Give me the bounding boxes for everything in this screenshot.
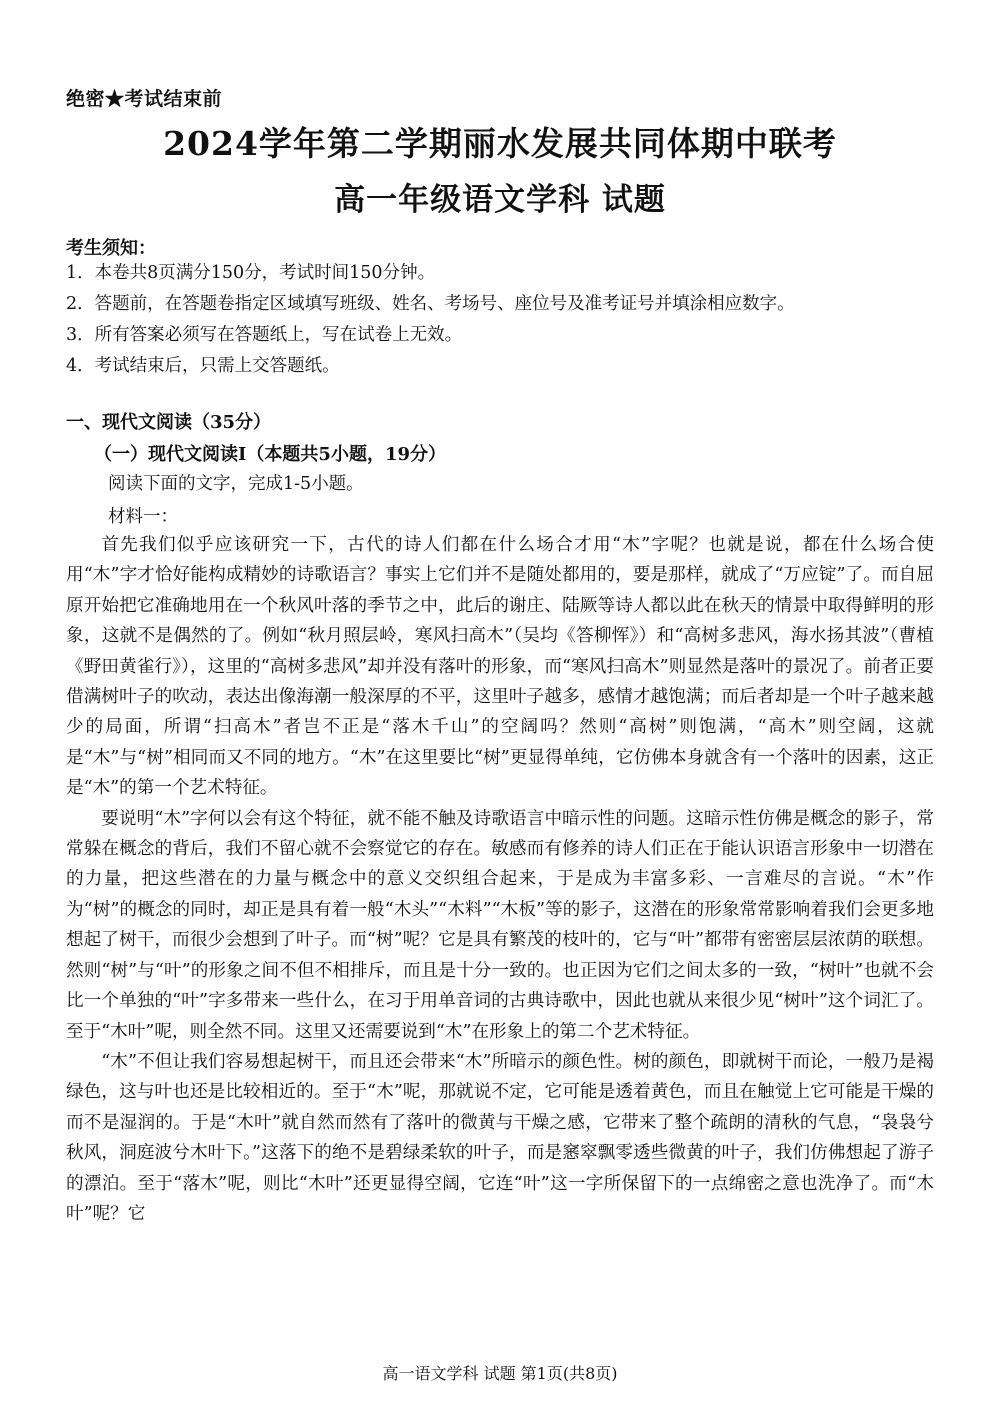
confidential-mark: 绝密★考试结束前 [66,88,223,110]
notice-list [66,258,946,382]
section-heading: 一、现代文阅读（35分） [66,412,272,433]
exam-title: 2024学年第二学期丽水发展共同体期中联考 [163,124,837,163]
notice-item: 3．所有答案必须写在答题纸上，写在试卷上无效。 [66,325,463,345]
passage-paragraph: 要说明“木”字何以会有这个特征，就不能不触及诗歌语言中暗示性的问题。这暗示性仿佛是概念的影子，常常躲在概念的背后，我们不留心就不会察觉它的存在。敏感而有修养的诗人们正在于能认识语言形象中一切潜在的力量，把这些潜在的力量与概念中的意义交织组合起来，于是成为丰富多彩、一言难尽的言说。“木”作为“树”的概念的同时，却正是具有着一般“木头”“木料”“木板”等的影子，这潜在的形象常常影响着我们会更多地想起了树干，而很少会想到了叶子。而“树”呢？它是具有繁茂的枝叶的，它与“叶”都带有密密层层浓荫的联想。然则“树”与“叶”的形象之间不但不相排斥，而且是十分一致的。也正因为它们之间太多的一致，“树叶”也就不会比一个单独的“叶”字多带来一些什么，在习于用单音词的古典诗歌中，因此也就从来很少见“树叶”这个词汇了。至于“木叶”呢，则全然不同。这里又还需要说到“木”在形象上的第二个艺术特征。 [66,808,934,1042]
passage-body [66,530,934,1229]
notice-item: 2．答题前，在答题卷指定区域填写班级、姓名、考场号、座位号及准考证号并填涂相应数字。 [66,294,795,314]
reading-instruction: 阅读下面的文字，完成1-5小题。 [108,474,364,494]
page-footer: 高一语文学科 试题 第1页(共8页) [382,1364,618,1383]
notice-heading: 考生须知： [66,238,156,259]
notice-item: 4．考试结束后，只需上交答题纸。 [66,356,340,376]
notice-item: 1．本卷共8页满分150分，考试时间150分钟。 [66,263,436,283]
passage-paragraph: “木”不但让我们容易想起树干，而且还会带来“木”所暗示的颜色性。树的颜色，即就树干而论，一般乃是褐绿色，这与叶也还是比较相近的。至于“木”呢，那就说不定，它可能是透着黄色，而且在触觉上它可能是干燥的而不是湿润的。于是“木叶”就自然而然有了落叶的微黄与干燥之感，它带来了整个疏朗的清秋的气息，“袅袅兮秋风，洞庭波兮木叶下。”这落下的绝不是碧绿柔软的叶子，而是窸窣飘零透些微黄的叶子，我们仿佛想起了游子的漂泊。至于“落木”呢，则比“木叶”还更显得空阔，它连“叶”这一字所保留下的一点绵密之意也洗净了。而“木叶”呢？它 [66,1051,934,1224]
subsection-heading: （一）现代文阅读I（本题共5小题，19分） [94,444,446,465]
exam-subtitle: 高一年级语文学科 试题 [334,182,666,218]
passage-paragraph: 首先我们似乎应该研究一下，古代的诗人们都在什么场合才用“木”字呢？也就是说，都在什么场合使用“木”字才恰好能构成精妙的诗歌语言？事实上它们并不是随处都用的，要是那样，就成了“万应锭”了。而自屈原开始把它准确地用在一个秋风叶落的季节之中，此后的谢庄、陆厥等诗人都以此在秋天的情景中取得鲜明的形象，这就不是偶然的了。例如“秋月照层岭，寒风扫高木”（吴均《答柳恽》）和“高树多悲风，海水扬其波”（曹植《野田黄雀行》），这里的“高树多悲风”却并没有落叶的形象，而“寒风扫高木”则显然是落叶的景况了。前者正要借满树叶子的吹动，表达出像海潮一般深厚的不平，这里叶子越多，感情才越饱满；而后者却是一个叶子越来越少的局面，所谓“扫高木”者岂不正是“落木千山”的空阔吗？然则“高树”则饱满，“高木”则空阔，这就是“木”与“树”相同而又不同的地方。“木”在这里要比“树”更显得单纯，它仿佛本身就含有一个落叶的因素，这正是“木”的第一个艺术特征。 [66,535,934,799]
material-label: 材料一： [108,507,178,527]
